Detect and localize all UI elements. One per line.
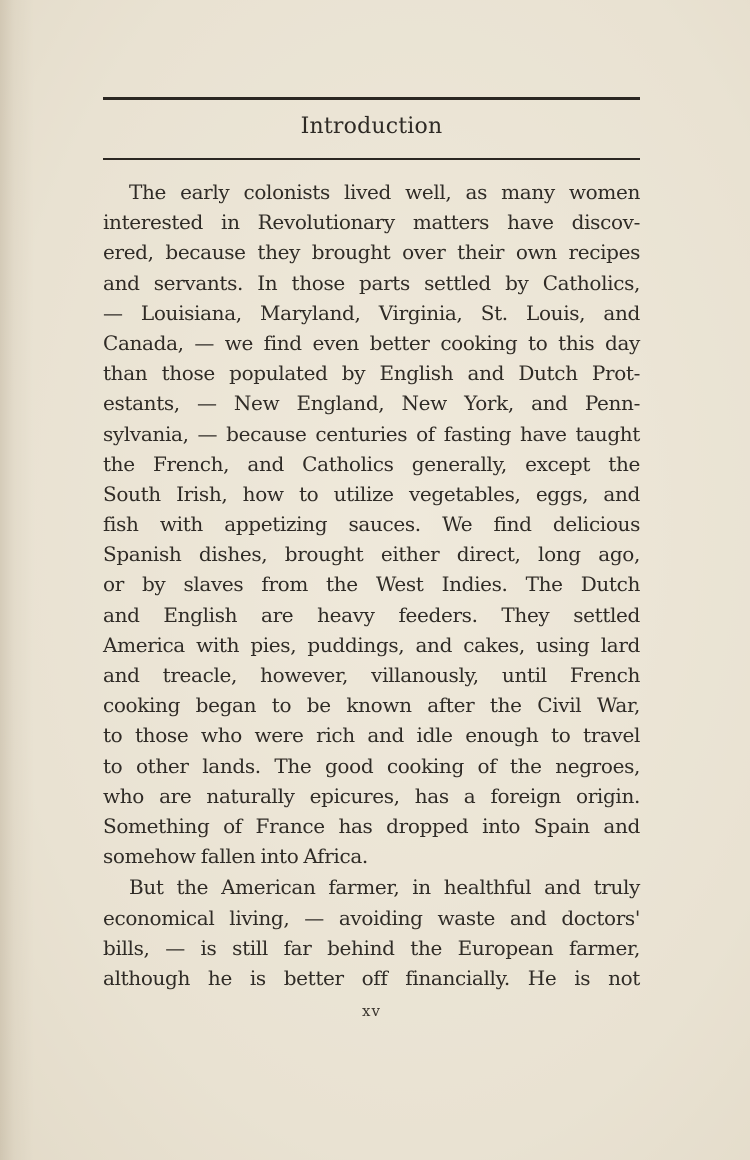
text-line: Something of France has dropped into Spain and: [103, 813, 640, 838]
text-line: or by slaves from the West Indies. The Dutch: [103, 572, 640, 597]
text-line: bills, — is still far behind the European farmer,: [103, 935, 640, 960]
text-line: although he is better off financially. He is not: [103, 965, 640, 990]
header-rule-top: [103, 97, 640, 100]
text-line: cooking began to be known after the Civil War,: [103, 693, 640, 718]
text-line: Canada, — we find even better cooking to this day: [103, 330, 640, 355]
text-line: America with pies, puddings, and cakes, using lard: [103, 632, 640, 657]
page-number: xv: [362, 1002, 381, 1020]
text-line: South Irish, how to utilize vegetables, eggs, and: [103, 481, 640, 506]
paragraph-1: [103, 177, 640, 871]
header-rule-bottom: [103, 158, 640, 160]
text-line: ered, because they brought over their own recipes: [103, 240, 640, 265]
body-text: [103, 177, 640, 993]
text-line: and English are heavy feeders. They settled: [103, 602, 640, 627]
text-line: sylvania, — because centuries of fasting have taught: [103, 421, 640, 446]
text-line: The early colonists lived well, as many women: [129, 180, 640, 204]
paragraph-2: [103, 872, 640, 993]
text-line: to those who were rich and idle enough to travel: [103, 723, 640, 748]
text-line: Spanish dishes, brought either direct, long ago,: [103, 542, 640, 567]
text-line: and treacle, however, villanously, until French: [103, 663, 640, 687]
text-line: — Louisiana, Maryland, Virginia, St. Louis, and: [103, 300, 640, 325]
text-line: the French, and Catholics generally, except the: [103, 451, 640, 476]
text-line: But the American farmer, in healthful and truly: [129, 875, 640, 900]
text-line: economical living, — avoiding waste and doctors': [103, 905, 640, 930]
text-line: who are naturally epicures, has a foreign origin.: [103, 783, 640, 808]
text-line: and servants. In those parts settled by Catholics,: [103, 270, 640, 295]
text-line: to other lands. The good cooking of the negroes,: [103, 753, 640, 778]
text-line: fish with appetizing sauces. We find delicious: [103, 512, 640, 537]
text-line: than those populated by English and Dutch Prot-: [103, 361, 640, 386]
running-head: Introduction: [300, 114, 443, 139]
text-line: interested in Revolutionary matters have discov-: [103, 210, 640, 235]
text-line: somehow fallen into Africa.: [103, 844, 368, 869]
text-line: estants, — New England, New York, and Penn-: [103, 391, 640, 416]
